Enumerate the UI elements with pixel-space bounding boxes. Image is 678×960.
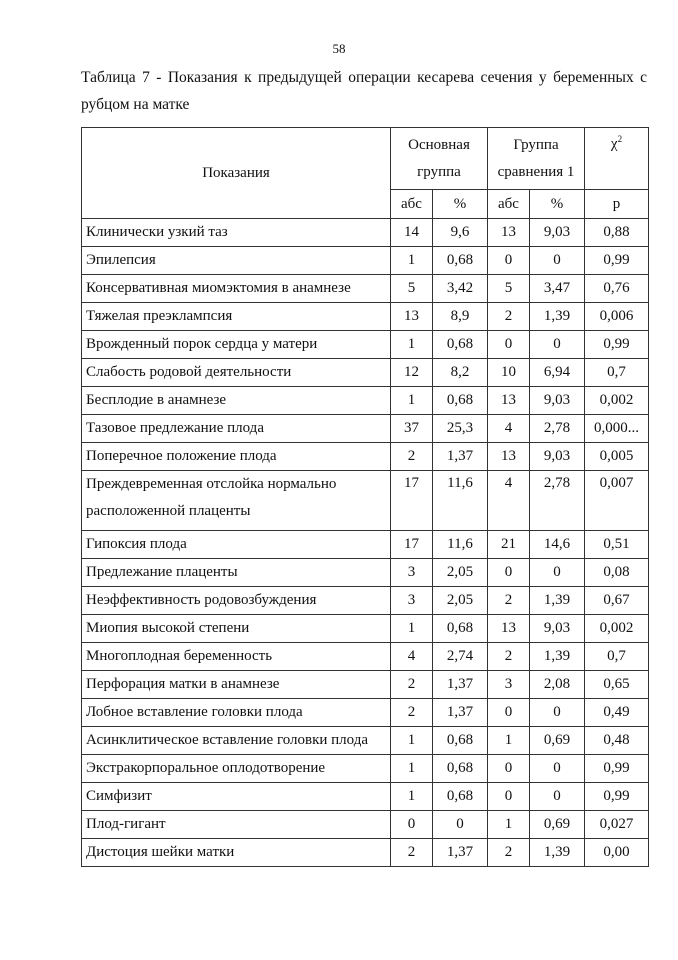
cell-abs2: 1 bbox=[488, 727, 530, 755]
header-pct-main: % bbox=[433, 190, 488, 219]
row-label: Слабость родовой деятельности bbox=[82, 359, 391, 387]
table-row bbox=[82, 471, 649, 531]
cell-pct2: 0 bbox=[530, 699, 585, 727]
cell-p: 0,88 bbox=[585, 219, 649, 247]
cell-abs1: 1 bbox=[391, 387, 433, 415]
header-chi-sup: 2 bbox=[617, 134, 623, 144]
cell-p: 0,99 bbox=[585, 783, 649, 811]
header-main-group-l2: группа bbox=[417, 163, 461, 180]
cell-pct2: 9,03 bbox=[530, 387, 585, 415]
cell-p: 0,002 bbox=[585, 387, 649, 415]
cell-pct1: 11,6 bbox=[433, 471, 488, 531]
cell-pct1: 0,68 bbox=[433, 247, 488, 275]
cell-abs1: 17 bbox=[391, 471, 433, 531]
cell-pct2: 14,6 bbox=[530, 531, 585, 559]
row-label: Гипоксия плода bbox=[82, 531, 391, 559]
cell-pct1: 0,68 bbox=[433, 755, 488, 783]
cell-pct2: 1,39 bbox=[530, 587, 585, 615]
cell-abs1: 3 bbox=[391, 559, 433, 587]
cell-abs2: 13 bbox=[488, 387, 530, 415]
header-comparison-group bbox=[488, 128, 585, 190]
cell-abs1: 2 bbox=[391, 671, 433, 699]
cell-p: 0,67 bbox=[585, 587, 649, 615]
header-comparison-l1: Группа bbox=[513, 136, 559, 153]
row-label: Эпилепсия bbox=[82, 247, 391, 275]
table-row bbox=[82, 699, 649, 727]
cell-abs1: 2 bbox=[391, 443, 433, 471]
cell-p: 0,51 bbox=[585, 531, 649, 559]
table-row bbox=[82, 247, 649, 275]
cell-pct1: 1,37 bbox=[433, 699, 488, 727]
cell-pct1: 0,68 bbox=[433, 387, 488, 415]
cell-p: 0,99 bbox=[585, 247, 649, 275]
cell-abs2: 0 bbox=[488, 783, 530, 811]
cell-abs1: 2 bbox=[391, 699, 433, 727]
cell-pct1: 2,05 bbox=[433, 587, 488, 615]
cell-p: 0,99 bbox=[585, 331, 649, 359]
cell-abs2: 2 bbox=[488, 303, 530, 331]
row-label: Многоплодная беременность bbox=[82, 643, 391, 671]
row-label: Клинически узкий таз bbox=[82, 219, 391, 247]
row-label: Тяжелая преэклампсия bbox=[82, 303, 391, 331]
cell-abs1: 12 bbox=[391, 359, 433, 387]
table-row bbox=[82, 303, 649, 331]
cell-p: 0,7 bbox=[585, 643, 649, 671]
cell-pct2: 0,69 bbox=[530, 811, 585, 839]
cell-p: 0,48 bbox=[585, 727, 649, 755]
cell-pct1: 1,37 bbox=[433, 839, 488, 867]
cell-pct1: 0 bbox=[433, 811, 488, 839]
header-abs-comparison: абс bbox=[488, 190, 530, 219]
cell-pct2: 2,78 bbox=[530, 415, 585, 443]
cell-pct2: 9,03 bbox=[530, 443, 585, 471]
cell-abs2: 2 bbox=[488, 643, 530, 671]
header-p: р bbox=[585, 190, 649, 219]
cell-pct1: 3,42 bbox=[433, 275, 488, 303]
cell-pct1: 0,68 bbox=[433, 615, 488, 643]
cell-pct1: 25,3 bbox=[433, 415, 488, 443]
cell-abs2: 21 bbox=[488, 531, 530, 559]
cell-abs2: 0 bbox=[488, 699, 530, 727]
cell-abs1: 14 bbox=[391, 219, 433, 247]
cell-pct2: 0 bbox=[530, 247, 585, 275]
cell-abs2: 2 bbox=[488, 587, 530, 615]
cell-abs1: 0 bbox=[391, 811, 433, 839]
cell-pct1: 1,37 bbox=[433, 443, 488, 471]
cell-abs2: 3 bbox=[488, 671, 530, 699]
table-row bbox=[82, 219, 649, 247]
table-row bbox=[82, 615, 649, 643]
cell-pct1: 9,6 bbox=[433, 219, 488, 247]
cell-pct2: 1,39 bbox=[530, 839, 585, 867]
table-row bbox=[82, 727, 649, 755]
page-number: 58 bbox=[332, 41, 346, 56]
cell-pct2: 0 bbox=[530, 331, 585, 359]
row-label bbox=[82, 471, 391, 531]
cell-pct1: 8,2 bbox=[433, 359, 488, 387]
cell-abs2: 0 bbox=[488, 559, 530, 587]
cell-pct2: 1,39 bbox=[530, 643, 585, 671]
cell-pct2: 3,47 bbox=[530, 275, 585, 303]
row-label: Предлежание плаценты bbox=[82, 559, 391, 587]
table-row bbox=[82, 559, 649, 587]
cell-abs2: 1 bbox=[488, 811, 530, 839]
row-label: Лобное вставление головки плода bbox=[82, 699, 391, 727]
table-row bbox=[82, 811, 649, 839]
cell-pct2: 2,78 bbox=[530, 471, 585, 531]
table-row bbox=[82, 755, 649, 783]
row-label: Поперечное положение плода bbox=[82, 443, 391, 471]
cell-pct2: 1,39 bbox=[530, 303, 585, 331]
cell-p: 0,006 bbox=[585, 303, 649, 331]
table-row bbox=[82, 331, 649, 359]
cell-pct1: 0,68 bbox=[433, 331, 488, 359]
header-abs-main: абс bbox=[391, 190, 433, 219]
cell-pct2: 0 bbox=[530, 783, 585, 811]
cell-p: 0,08 bbox=[585, 559, 649, 587]
cell-p: 0,65 bbox=[585, 671, 649, 699]
table-row bbox=[82, 643, 649, 671]
cell-pct2: 0 bbox=[530, 559, 585, 587]
cell-abs2: 4 bbox=[488, 415, 530, 443]
cell-pct1: 2,74 bbox=[433, 643, 488, 671]
cell-abs1: 2 bbox=[391, 839, 433, 867]
cell-abs2: 13 bbox=[488, 219, 530, 247]
row-label: Симфизит bbox=[82, 783, 391, 811]
header-chi-square bbox=[585, 128, 649, 190]
row-label: Неэффективность родовозбуждения bbox=[82, 587, 391, 615]
cell-pct1: 0,68 bbox=[433, 727, 488, 755]
row-label-line-1: Преждевременная отслойка нормально bbox=[86, 476, 337, 492]
row-label: Врожденный порок сердца у матери bbox=[82, 331, 391, 359]
header-pct-comparison: % bbox=[530, 190, 585, 219]
table-row bbox=[82, 443, 649, 471]
cell-abs2: 0 bbox=[488, 331, 530, 359]
table-row bbox=[82, 359, 649, 387]
row-label-line-2: расположенной плаценты bbox=[86, 503, 251, 519]
cell-pct1: 2,05 bbox=[433, 559, 488, 587]
cell-p: 0,99 bbox=[585, 755, 649, 783]
table-row bbox=[82, 275, 649, 303]
cell-pct2: 9,03 bbox=[530, 219, 585, 247]
table-row bbox=[82, 587, 649, 615]
cell-abs1: 1 bbox=[391, 247, 433, 275]
cell-abs2: 0 bbox=[488, 247, 530, 275]
cell-abs1: 1 bbox=[391, 615, 433, 643]
cell-pct2: 0,69 bbox=[530, 727, 585, 755]
cell-abs1: 13 bbox=[391, 303, 433, 331]
header-indications: Показания bbox=[82, 128, 391, 219]
cell-abs2: 4 bbox=[488, 471, 530, 531]
row-label: Экстракорпоральное оплодотворение bbox=[82, 755, 391, 783]
cell-pct2: 9,03 bbox=[530, 615, 585, 643]
cell-abs1: 1 bbox=[391, 755, 433, 783]
cell-p: 0,00 bbox=[585, 839, 649, 867]
cell-pct1: 11,6 bbox=[433, 531, 488, 559]
cell-pct1: 1,37 bbox=[433, 671, 488, 699]
row-label: Перфорация матки в анамнезе bbox=[82, 671, 391, 699]
cell-pct1: 8,9 bbox=[433, 303, 488, 331]
row-label: Асинклитическое вставление головки плода bbox=[82, 727, 391, 755]
cell-pct2: 2,08 bbox=[530, 671, 585, 699]
cell-p: 0,000... bbox=[585, 415, 649, 443]
cell-pct2: 0 bbox=[530, 755, 585, 783]
cell-abs2: 13 bbox=[488, 615, 530, 643]
cell-abs1: 37 bbox=[391, 415, 433, 443]
indications-table bbox=[81, 127, 649, 867]
cell-abs2: 0 bbox=[488, 755, 530, 783]
table-row bbox=[82, 415, 649, 443]
row-label: Плод-гигант bbox=[82, 811, 391, 839]
row-label: Консервативная миомэктомия в анамнезе bbox=[82, 275, 391, 303]
cell-abs1: 5 bbox=[391, 275, 433, 303]
cell-p: 0,007 bbox=[585, 471, 649, 531]
header-main-group bbox=[391, 128, 488, 190]
row-label: Дистоция шейки матки bbox=[82, 839, 391, 867]
cell-p: 0,7 bbox=[585, 359, 649, 387]
header-main-group-l1: Основная bbox=[408, 136, 470, 153]
table-row bbox=[82, 671, 649, 699]
cell-p: 0,027 bbox=[585, 811, 649, 839]
cell-abs1: 4 bbox=[391, 643, 433, 671]
table-row bbox=[82, 839, 649, 867]
cell-pct2: 6,94 bbox=[530, 359, 585, 387]
header-comparison-l2: сравнения 1 bbox=[497, 163, 575, 180]
cell-abs2: 10 bbox=[488, 359, 530, 387]
cell-abs1: 1 bbox=[391, 727, 433, 755]
cell-pct1: 0,68 bbox=[433, 783, 488, 811]
cell-p: 0,76 bbox=[585, 275, 649, 303]
cell-abs2: 2 bbox=[488, 839, 530, 867]
header-chi: χ bbox=[610, 136, 618, 152]
header-row-1 bbox=[82, 128, 649, 190]
row-label: Миопия высокой степени bbox=[82, 615, 391, 643]
row-label: Бесплодие в анамнезе bbox=[82, 387, 391, 415]
cell-p: 0,49 bbox=[585, 699, 649, 727]
cell-abs1: 17 bbox=[391, 531, 433, 559]
table-row bbox=[82, 387, 649, 415]
table-row bbox=[82, 531, 649, 559]
table-row bbox=[82, 783, 649, 811]
cell-abs2: 5 bbox=[488, 275, 530, 303]
cell-abs2: 13 bbox=[488, 443, 530, 471]
row-label: Тазовое предлежание плода bbox=[82, 415, 391, 443]
cell-p: 0,002 bbox=[585, 615, 649, 643]
cell-p: 0,005 bbox=[585, 443, 649, 471]
cell-abs1: 1 bbox=[391, 783, 433, 811]
cell-abs1: 1 bbox=[391, 331, 433, 359]
table-caption: Таблица 7 - Показания к предыдущей операции кесарева сечения у беременных с рубцом на матке bbox=[81, 69, 647, 113]
cell-abs1: 3 bbox=[391, 587, 433, 615]
